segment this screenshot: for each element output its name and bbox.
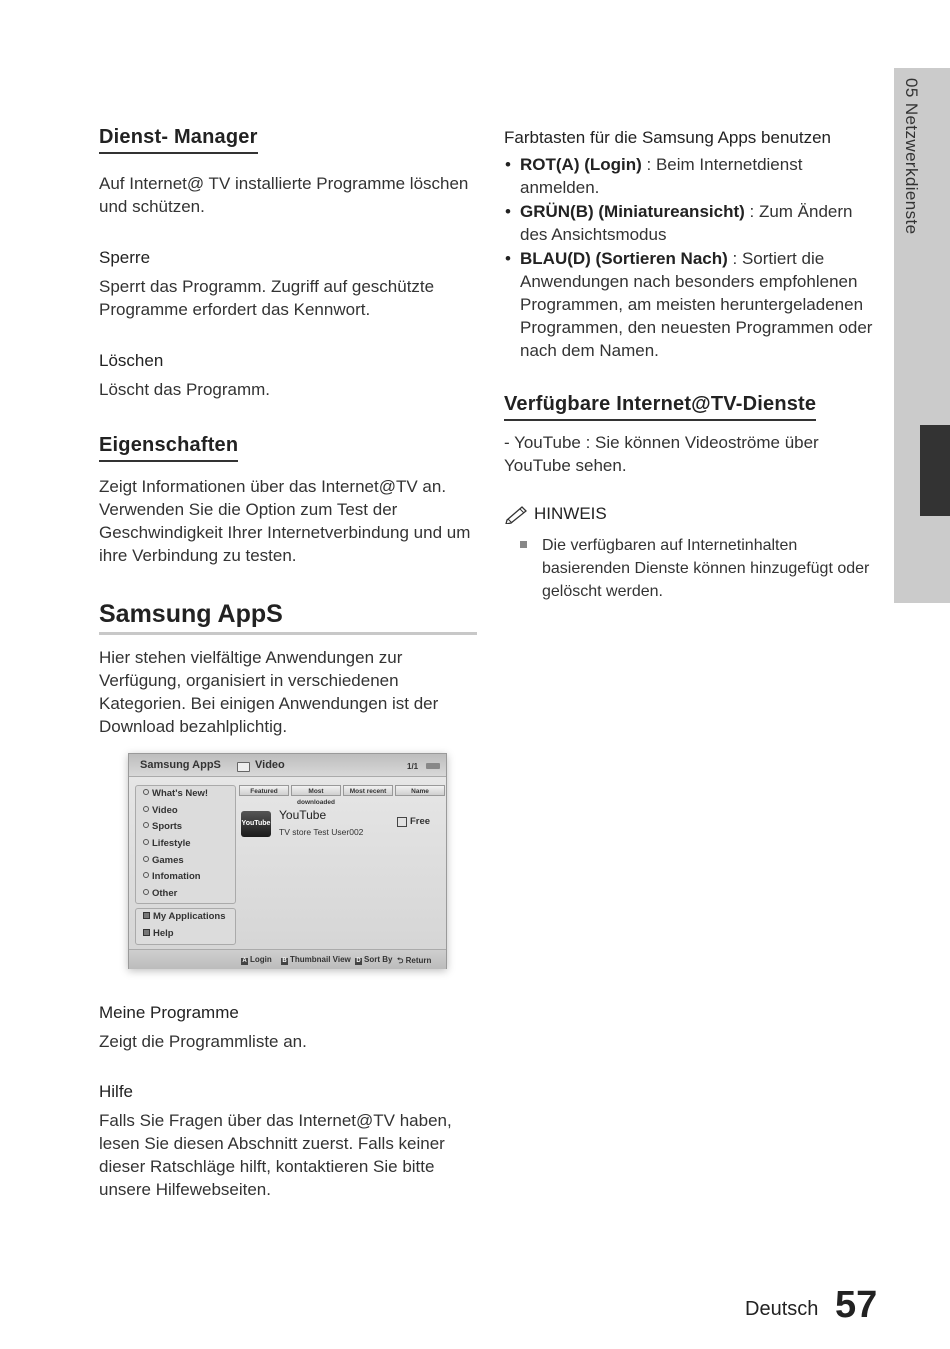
loeschen-text: Löscht das Programm. <box>99 380 271 399</box>
hilfe-text: Falls Sie Fragen über das Internet@TV haben, lesen Sie diesen Abschnitt zuerst. Falls keiner dieser Ratschläge hilft, kontaktieren Sie bitte unsere Hilfewebseiten. <box>99 1111 452 1199</box>
eigenschaften-heading: Eigenschaften <box>99 434 238 462</box>
list-item: • BLAU(D) (Sortieren Nach) : Sortiert die Anwendungen nach besonders empfohlenen Programmen, am meisten heruntergeladenen Programmen, den neuesten Programmen oder nach dem Namen. <box>504 247 879 362</box>
category-menu <box>135 785 236 904</box>
menu-item-help[interactable]: Help <box>136 926 235 943</box>
page-arrows-icon <box>426 763 440 769</box>
folder-icon <box>143 912 150 919</box>
screen-top-bar <box>129 754 446 777</box>
youtube-icon[interactable]: YouTube <box>241 811 271 837</box>
chapter-side-label: 05 Netzwerkdienste <box>902 78 921 235</box>
menu-item-lifestyle[interactable]: Lifestyle <box>136 836 235 853</box>
menu-item-my-applications[interactable]: My Applications <box>136 909 235 926</box>
menu-item-infomation[interactable]: Infomation <box>136 869 235 886</box>
sort-by-button[interactable]: D Sort By <box>356 955 393 964</box>
list-item: • GRÜN(B) (Miniatureansicht) : Zum Ändern des Ansichtsmodus <box>504 200 879 246</box>
right-column <box>504 128 879 603</box>
bullet-icon <box>143 839 149 845</box>
chapter-side-marker <box>920 425 950 516</box>
screen-page-indicator: 1/1 <box>407 762 419 771</box>
pencil-note-icon <box>504 504 530 524</box>
app-subtitle: TV store Test User002 <box>279 827 364 837</box>
hilfe-heading: Hilfe <box>99 1082 134 1101</box>
hinweis-text: Die verfügbaren auf Internetinhalten basierenden Dienste können hinzugefügt oder gelöscht werden. <box>504 534 879 603</box>
tab-name[interactable]: Name <box>395 785 445 796</box>
farbtasten-list <box>504 153 879 362</box>
menu-item-sports[interactable]: Sports <box>136 819 235 836</box>
menu-item-video[interactable]: Video <box>136 803 235 820</box>
sperre-heading: Sperre <box>99 248 151 267</box>
meine-programme-text: Zeigt die Programmliste an. <box>99 1032 307 1051</box>
left-column-lower <box>99 1003 479 1201</box>
dienst-manager-text: Auf Internet@ TV installierte Programme löschen und schützen. <box>99 174 469 216</box>
farbtasten-heading: Farbtasten für die Samsung Apps benutzen <box>504 128 831 147</box>
samsung-apps-screen <box>128 753 447 969</box>
bullet-icon <box>143 889 149 895</box>
loeschen-heading: Löschen <box>99 351 164 370</box>
bullet-icon <box>143 806 149 812</box>
bullet-icon <box>143 872 149 878</box>
secondary-menu <box>135 908 236 945</box>
screen-category: Video <box>255 759 285 771</box>
verfuegbare-dienste-text: - YouTube : Sie können Videoströme über YouTube sehen. <box>504 433 819 475</box>
samsung-apps-heading: Samsung AppS <box>99 600 477 635</box>
d-key-icon: D <box>356 958 361 964</box>
menu-item-games[interactable]: Games <box>136 853 235 870</box>
bullet-icon <box>143 789 149 795</box>
sperre-text: Sperrt das Programm. Zugriff auf geschützte Programme erfordert das Kennwort. <box>99 277 435 319</box>
app-price: Free <box>410 816 431 827</box>
verfuegbare-dienste-heading: Verfügbare Internet@TV-Dienste <box>504 393 816 421</box>
hinweis-label: HINWEIS <box>534 504 607 523</box>
bullet-icon <box>143 856 149 862</box>
samsung-apps-text: Hier stehen vielfältige Anwendungen zur Verfügung, organisiert in verschiedenen Kategorien. Bei einigen Anwendungen ist der Download bezahlplichtig. <box>99 648 439 736</box>
tab-featured[interactable]: Featured <box>239 785 289 796</box>
video-category-icon <box>237 762 250 772</box>
b-key-icon: B <box>282 958 287 964</box>
tab-most-downloaded[interactable]: Most downloaded <box>291 785 341 796</box>
a-key-icon: A <box>242 958 247 964</box>
footer-language: Deutsch <box>745 1298 819 1320</box>
screen-title: Samsung AppS <box>140 759 221 771</box>
eigenschaften-text: Zeigt Informationen über das Internet@TV an. Verwenden Sie die Option zum Test der Geschwindigkeit Ihrer Internetverbindung und um ihre Verbindung zu testen. <box>99 477 471 565</box>
menu-item-whats-new[interactable]: What's New! <box>136 786 235 803</box>
hinweis-heading <box>504 504 879 524</box>
tab-most-recent[interactable]: Most recent <box>343 785 393 796</box>
return-button[interactable]: ⮌ Return <box>397 956 432 965</box>
menu-item-other[interactable]: Other <box>136 886 235 903</box>
page-number: 57 <box>835 1284 878 1326</box>
left-column <box>99 126 479 738</box>
meine-programme-heading: Meine Programme <box>99 1003 239 1022</box>
price-tag-icon <box>397 817 407 827</box>
app-name[interactable]: YouTube <box>279 808 327 822</box>
screen-bottom-bar <box>129 949 446 969</box>
sort-tabs <box>239 785 445 806</box>
help-icon <box>143 929 150 936</box>
return-arrow-icon: ⮌ <box>397 956 404 965</box>
bullet-icon <box>143 822 149 828</box>
list-item: • ROT(A) (Login) : Beim Internetdienst anmelden. <box>504 153 879 199</box>
dienst-manager-heading: Dienst- Manager <box>99 126 258 154</box>
thumbnail-view-button[interactable]: B Thumbnail View <box>282 955 351 964</box>
login-button[interactable]: A Login <box>242 955 272 964</box>
